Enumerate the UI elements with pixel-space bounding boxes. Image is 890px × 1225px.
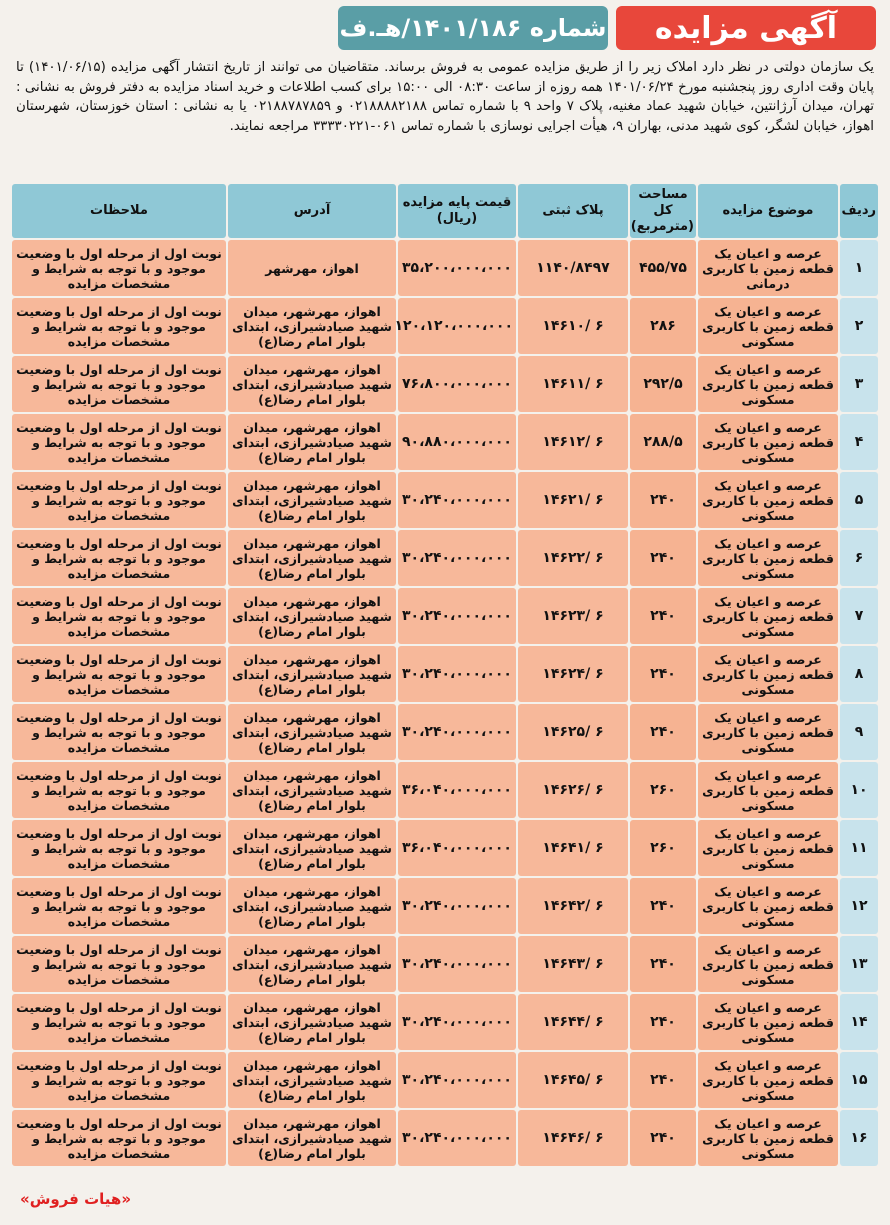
cell-address: اهواز، مهرشهر، میدان شهید صیادشیرازی، ابتدای بلوار امام رضا(ع)	[228, 762, 396, 818]
cell-notes: نوبت اول از مرحله اول با وضعیت موجود و با توجه به شرایط و مشخصات مزایده	[12, 1110, 226, 1166]
cell-price: ۳۰،۲۴۰،۰۰۰،۰۰۰	[398, 878, 516, 934]
cell-address: اهواز، مهرشهر، میدان شهید صیادشیرازی، ابتدای بلوار امام رضا(ع)	[228, 878, 396, 934]
table-row	[12, 472, 878, 528]
auction-notice	[6, 4, 884, 1220]
cell-price: ۳۶،۰۴۰،۰۰۰،۰۰۰	[398, 762, 516, 818]
cell-price: ۳۵،۲۰۰،۰۰۰،۰۰۰	[398, 240, 516, 296]
cell-plak: ۶ /۱۴۶۴۴	[518, 994, 628, 1050]
cell-area: ۲۴۰	[630, 936, 696, 992]
cell-price: ۳۰،۲۴۰،۰۰۰،۰۰۰	[398, 588, 516, 644]
cell-address: اهواز، مهرشهر، میدان شهید صیادشیرازی، ابتدای بلوار امام رضا(ع)	[228, 820, 396, 876]
cell-notes: نوبت اول از مرحله اول با وضعیت موجود و با توجه به شرایط و مشخصات مزایده	[12, 530, 226, 586]
table-row	[12, 762, 878, 818]
table-header-row	[12, 184, 878, 238]
table-row	[12, 878, 878, 934]
cell-idx: ۱۵	[840, 1052, 878, 1108]
cell-notes: نوبت اول از مرحله اول با وضعیت موجود و با توجه به شرایط و مشخصات مزایده	[12, 240, 226, 296]
cell-notes: نوبت اول از مرحله اول با وضعیت موجود و با توجه به شرایط و مشخصات مزایده	[12, 820, 226, 876]
cell-area: ۲۸۸/۵	[630, 414, 696, 470]
cell-subject: عرصه و اعیان یک قطعه زمین با کاربری مسکونی	[698, 530, 838, 586]
cell-subject: عرصه و اعیان یک قطعه زمین با کاربری مسکونی	[698, 356, 838, 412]
cell-price: ۳۰،۲۴۰،۰۰۰،۰۰۰	[398, 1110, 516, 1166]
cell-address: اهواز، مهرشهر، میدان شهید صیادشیرازی، ابتدای بلوار امام رضا(ع)	[228, 356, 396, 412]
cell-idx: ۱۰	[840, 762, 878, 818]
cell-subject: عرصه و اعیان یک قطعه زمین با کاربری مسکونی	[698, 298, 838, 354]
cell-area: ۲۸۶	[630, 298, 696, 354]
cell-subject: عرصه و اعیان یک قطعه زمین با کاربری مسکونی	[698, 646, 838, 702]
header-idx: ردیف	[840, 184, 878, 238]
cell-plak: ۶ /۱۴۶۴۶	[518, 1110, 628, 1166]
header-address: آدرس	[228, 184, 396, 238]
cell-address: اهواز، مهرشهر، میدان شهید صیادشیرازی، ابتدای بلوار امام رضا(ع)	[228, 414, 396, 470]
cell-subject: عرصه و اعیان یک قطعه زمین با کاربری درمانی	[698, 240, 838, 296]
cell-plak: ۶ /۱۴۶۴۲	[518, 878, 628, 934]
cell-notes: نوبت اول از مرحله اول با وضعیت موجود و با توجه به شرایط و مشخصات مزایده	[12, 298, 226, 354]
cell-notes: نوبت اول از مرحله اول با وضعیت موجود و با توجه به شرایط و مشخصات مزایده	[12, 704, 226, 760]
cell-address: اهواز، مهرشهر، میدان شهید صیادشیرازی، ابتدای بلوار امام رضا(ع)	[228, 994, 396, 1050]
header-subject: موضوع مزایده	[698, 184, 838, 238]
cell-idx: ۳	[840, 356, 878, 412]
notice-number: شماره ۱۴۰۱/۱۸۶/هـ.ف	[338, 6, 608, 50]
cell-price: ۳۰،۲۴۰،۰۰۰،۰۰۰	[398, 936, 516, 992]
cell-address: اهواز، مهرشهر، میدان شهید صیادشیرازی، ابتدای بلوار امام رضا(ع)	[228, 1052, 396, 1108]
cell-area: ۲۹۲/۵	[630, 356, 696, 412]
cell-idx: ۱	[840, 240, 878, 296]
cell-price: ۳۰،۲۴۰،۰۰۰،۰۰۰	[398, 472, 516, 528]
cell-area: ۲۴۰	[630, 1110, 696, 1166]
cell-subject: عرصه و اعیان یک قطعه زمین با کاربری مسکونی	[698, 704, 838, 760]
cell-plak: ۶ /۱۴۶۴۱	[518, 820, 628, 876]
cell-plak: ۶ /۱۴۶۱۲	[518, 414, 628, 470]
cell-plak: ۶ /۱۴۶۱۰	[518, 298, 628, 354]
cell-plak: ۶ /۱۴۶۲۶	[518, 762, 628, 818]
cell-plak: ۶ /۱۴۶۱۱	[518, 356, 628, 412]
cell-plak: ۶ /۱۴۶۲۱	[518, 472, 628, 528]
cell-plak: ۶ /۱۴۶۴۳	[518, 936, 628, 992]
cell-area: ۲۴۰	[630, 704, 696, 760]
cell-plak: ۶ /۱۴۶۲۴	[518, 646, 628, 702]
cell-address: اهواز، مهرشهر، میدان شهید صیادشیرازی، ابتدای بلوار امام رضا(ع)	[228, 298, 396, 354]
cell-notes: نوبت اول از مرحله اول با وضعیت موجود و با توجه به شرایط و مشخصات مزایده	[12, 936, 226, 992]
header-area: مساحت کل (مترمربع)	[630, 184, 696, 238]
cell-address: اهواز، مهرشهر، میدان شهید صیادشیرازی، ابتدای بلوار امام رضا(ع)	[228, 704, 396, 760]
cell-plak: ۶ /۱۴۶۲۳	[518, 588, 628, 644]
cell-plak: ۶ /۱۴۶۲۲	[518, 530, 628, 586]
cell-plak: ۶ /۱۴۶۲۵	[518, 704, 628, 760]
cell-notes: نوبت اول از مرحله اول با وضعیت موجود و با توجه به شرایط و مشخصات مزایده	[12, 472, 226, 528]
cell-notes: نوبت اول از مرحله اول با وضعیت موجود و با توجه به شرایط و مشخصات مزایده	[12, 762, 226, 818]
cell-idx: ۴	[840, 414, 878, 470]
cell-area: ۴۵۵/۷۵	[630, 240, 696, 296]
cell-idx: ۷	[840, 588, 878, 644]
cell-notes: نوبت اول از مرحله اول با وضعیت موجود و با توجه به شرایط و مشخصات مزایده	[12, 356, 226, 412]
cell-price: ۳۰،۲۴۰،۰۰۰،۰۰۰	[398, 1052, 516, 1108]
cell-plak: ۱۱۴۰/۸۴۹۷	[518, 240, 628, 296]
cell-idx: ۵	[840, 472, 878, 528]
cell-notes: نوبت اول از مرحله اول با وضعیت موجود و با توجه به شرایط و مشخصات مزایده	[12, 646, 226, 702]
table-row	[12, 1110, 878, 1166]
cell-address: اهواز، مهرشهر، میدان شهید صیادشیرازی، ابتدای بلوار امام رضا(ع)	[228, 530, 396, 586]
cell-address: اهواز، مهرشهر، میدان شهید صیادشیرازی، ابتدای بلوار امام رضا(ع)	[228, 936, 396, 992]
cell-idx: ۶	[840, 530, 878, 586]
properties-table	[10, 182, 880, 1168]
cell-idx: ۱۲	[840, 878, 878, 934]
table-row	[12, 298, 878, 354]
table-body	[12, 240, 878, 1166]
cell-idx: ۱۴	[840, 994, 878, 1050]
header-price: قیمت پایه مزایده (ریال)	[398, 184, 516, 238]
footer-signature: «هیات فروش»	[20, 1190, 132, 1208]
cell-subject: عرصه و اعیان یک قطعه زمین با کاربری مسکونی	[698, 936, 838, 992]
cell-address: اهواز، مهرشهر، میدان شهید صیادشیرازی، ابتدای بلوار امام رضا(ع)	[228, 588, 396, 644]
cell-price: ۳۶،۰۴۰،۰۰۰،۰۰۰	[398, 820, 516, 876]
cell-idx: ۸	[840, 646, 878, 702]
notice-title: آگهی مزایده	[616, 6, 876, 50]
cell-price: ۳۰،۲۴۰،۰۰۰،۰۰۰	[398, 646, 516, 702]
cell-idx: ۱۱	[840, 820, 878, 876]
table-row	[12, 704, 878, 760]
cell-subject: عرصه و اعیان یک قطعه زمین با کاربری مسکونی	[698, 1110, 838, 1166]
cell-idx: ۱۳	[840, 936, 878, 992]
cell-price: ۱۲۰،۱۲۰،۰۰۰،۰۰۰	[398, 298, 516, 354]
cell-plak: ۶ /۱۴۶۴۵	[518, 1052, 628, 1108]
notice-header	[6, 4, 884, 54]
cell-area: ۲۴۰	[630, 878, 696, 934]
cell-subject: عرصه و اعیان یک قطعه زمین با کاربری مسکونی	[698, 762, 838, 818]
cell-price: ۳۰،۲۴۰،۰۰۰،۰۰۰	[398, 994, 516, 1050]
cell-subject: عرصه و اعیان یک قطعه زمین با کاربری مسکونی	[698, 878, 838, 934]
cell-price: ۹۰،۸۸۰،۰۰۰،۰۰۰	[398, 414, 516, 470]
cell-subject: عرصه و اعیان یک قطعه زمین با کاربری مسکونی	[698, 1052, 838, 1108]
table-row	[12, 646, 878, 702]
table-row	[12, 820, 878, 876]
cell-subject: عرصه و اعیان یک قطعه زمین با کاربری مسکونی	[698, 820, 838, 876]
table-row	[12, 530, 878, 586]
cell-area: ۲۴۰	[630, 472, 696, 528]
cell-area: ۲۶۰	[630, 762, 696, 818]
header-plak: پلاک ثبتی	[518, 184, 628, 238]
cell-notes: نوبت اول از مرحله اول با وضعیت موجود و با توجه به شرایط و مشخصات مزایده	[12, 588, 226, 644]
cell-address: اهواز، مهرشهر، میدان شهید صیادشیرازی، ابتدای بلوار امام رضا(ع)	[228, 646, 396, 702]
cell-area: ۲۴۰	[630, 994, 696, 1050]
cell-address: اهواز، مهرشهر، میدان شهید صیادشیرازی، ابتدای بلوار امام رضا(ع)	[228, 1110, 396, 1166]
cell-area: ۲۴۰	[630, 646, 696, 702]
cell-notes: نوبت اول از مرحله اول با وضعیت موجود و با توجه به شرایط و مشخصات مزایده	[12, 878, 226, 934]
cell-price: ۳۰،۲۴۰،۰۰۰،۰۰۰	[398, 530, 516, 586]
cell-address: اهواز، مهرشهر، میدان شهید صیادشیرازی، ابتدای بلوار امام رضا(ع)	[228, 472, 396, 528]
table-row	[12, 588, 878, 644]
cell-idx: ۱۶	[840, 1110, 878, 1166]
cell-idx: ۹	[840, 704, 878, 760]
cell-notes: نوبت اول از مرحله اول با وضعیت موجود و با توجه به شرایط و مشخصات مزایده	[12, 414, 226, 470]
table-row	[12, 414, 878, 470]
cell-area: ۲۴۰	[630, 530, 696, 586]
cell-address: اهواز، مهرشهر	[228, 240, 396, 296]
table-row	[12, 240, 878, 296]
cell-area: ۲۴۰	[630, 588, 696, 644]
cell-price: ۳۰،۲۴۰،۰۰۰،۰۰۰	[398, 704, 516, 760]
cell-subject: عرصه و اعیان یک قطعه زمین با کاربری مسکونی	[698, 588, 838, 644]
cell-notes: نوبت اول از مرحله اول با وضعیت موجود و با توجه به شرایط و مشخصات مزایده	[12, 994, 226, 1050]
cell-idx: ۲	[840, 298, 878, 354]
table-row	[12, 356, 878, 412]
cell-subject: عرصه و اعیان یک قطعه زمین با کاربری مسکونی	[698, 472, 838, 528]
table-row	[12, 936, 878, 992]
cell-price: ۷۶،۸۰۰،۰۰۰،۰۰۰	[398, 356, 516, 412]
header-notes: ملاحظات	[12, 184, 226, 238]
cell-area: ۲۴۰	[630, 1052, 696, 1108]
table-row	[12, 1052, 878, 1108]
cell-subject: عرصه و اعیان یک قطعه زمین با کاربری مسکونی	[698, 994, 838, 1050]
cell-subject: عرصه و اعیان یک قطعه زمین با کاربری مسکونی	[698, 414, 838, 470]
notice-intro: یک سازمان دولتی در نظر دارد املاک زیر را از طریق مزایده عمومی به فروش برساند. متقاضیان می توانند از تاریخ انتشار آگهی مزایده (۱۴۰۱/۰۶/۱۵) تا پایان وقت اداری روز پنجشنبه مورخ ۱۴۰۱/۰۶/۲۴ همه روزه از ساعت ۰۸:۳۰ الی ۱۵:۰۰ برای کسب اطلاعات و خرید اسناد مزایده به دفتر فروش به نشانی : تهران، میدان آرژانتین، خیابان شهید عماد مغنیه، پلاک ۷ واحد ۹ با شماره تماس ۰۲۱۸۸۸۸۲۱۸۸ و ۰۲۱۸۸۷۸۷۸۵۹ یا به نشانی : استان خوزستان، شهرستان اهواز، خیابان لشگر، کوی شهید مدنی، بهاران ۹، هیأت اجرایی نوسازی با شماره تماس ۰۶۱-۳۳۳۳۰۲۲۱ مراجعه نمایند.	[16, 60, 874, 134]
table-row	[12, 994, 878, 1050]
cell-area: ۲۶۰	[630, 820, 696, 876]
cell-notes: نوبت اول از مرحله اول با وضعیت موجود و با توجه به شرایط و مشخصات مزایده	[12, 1052, 226, 1108]
